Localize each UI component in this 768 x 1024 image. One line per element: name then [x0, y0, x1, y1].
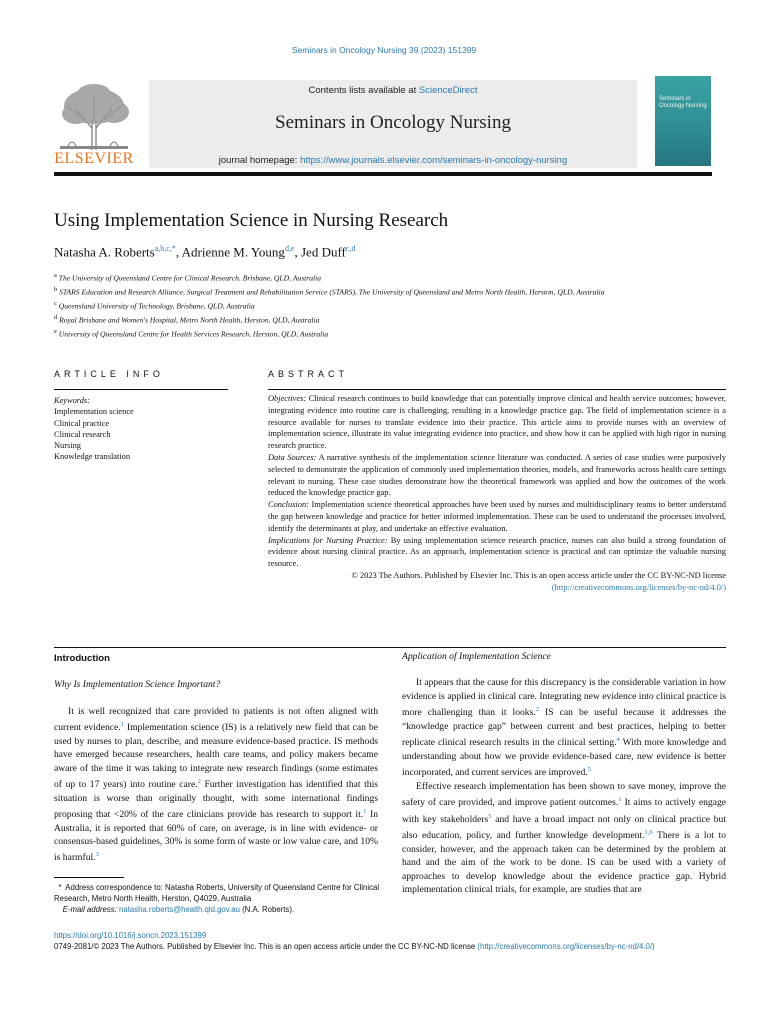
affiliation-text: University of Queensland Centre for Health Services Research, Herston, QLD, Australia: [58, 329, 329, 339]
footnote-rule: [54, 877, 124, 878]
email-link[interactable]: natasha.roberts@health.qld.gov.au: [119, 905, 240, 915]
affiliation: [54, 298, 674, 312]
affiliation: [54, 270, 674, 284]
cover-line1: Seminars in: [659, 96, 691, 102]
article-info-heading: ARTICLE INFO: [54, 369, 164, 379]
author-marks[interactable]: a,b,c,*: [154, 244, 176, 253]
keyword: Implementation science: [54, 407, 134, 417]
right-column: [402, 650, 726, 897]
author-list: Natasha A. Roberts$^{a,b,c,*}$, Adrienne M. Young$^{d,e}$, Jed Duff$^{c,d}$: [54, 244, 356, 260]
contents-prefix: Contents lists available at: [308, 85, 419, 96]
citation-ref[interactable]: 2: [535, 706, 539, 714]
abstract-objectives: [268, 393, 726, 452]
cover-line2: Oncology Nursing: [659, 103, 707, 109]
footnote-text: Address correspondence to: Natasha Roberts, University of Queensland Centre for Clinical Research, Metro North Health, Herston, Q4029, Australia: [54, 883, 380, 904]
masthead: [54, 76, 712, 170]
objectives-text: Clinical research continues to build knowledge that can potentially improve clinical and health service outcomes; however, integrating evidence into routine care is challenging, resulting in a knowledge practice gap. The field of implementation science is a resource available for nurses to translate evidence into their practice. This article aims to provide nurses with an overview of implementation science, illustrate its value integrating evidence into practice, and show how it can be applied with high rigor in nursing research practice.: [268, 394, 727, 451]
footer-license-link[interactable]: (http://creativecommons.org/licenses/by-nc-nd/4.0/): [477, 942, 655, 951]
citation-ref[interactable]: 1: [618, 796, 622, 804]
affiliation-text: Queensland University of Technology, Brisbane, QLD, Australia: [58, 301, 255, 311]
cover-text: [659, 96, 707, 110]
doi-link[interactable]: https://doi.org/10.1016/j.soncn.2023.151399: [54, 931, 207, 940]
conclusion-text: Implementation science theoretical approaches have been used by nurses and multidisciplinary teams to better understand the gap between knowledge and practice for better informed implementation. These can be used to understand the processes involved, identify the determinants at play, and undertake an effective evaluation.: [268, 500, 726, 533]
objectives-label: Objectives:: [268, 394, 307, 403]
abstract-bottom-rule: [54, 647, 726, 648]
affiliation-text: Royal Brisbane and Women's Hospital, Metro North Health, Herston, QLD, Australia: [59, 315, 320, 325]
why-heading: Why Is Implementation Science Important?: [54, 679, 221, 691]
keywords-label: Keywords:: [54, 396, 90, 405]
citation-ref[interactable]: 3: [95, 851, 99, 859]
journal-reference[interactable]: Seminars in Oncology Nursing 39 (2023) 151399: [291, 45, 477, 55]
affiliation-text: STARS Education and Research Alliance, Surgical Treatment and Rehabilitation Service (STARS), The University of Queensland and Metro North Health, Herston, QLD, Australia: [59, 287, 605, 297]
affiliation-mark: d: [54, 313, 58, 321]
elsevier-wordmark: ELSEVIER: [54, 150, 134, 167]
author-name: Jed Duff: [301, 244, 346, 260]
body-paragraph: Effective research implementation has been shown to save money, improve the safety of care provided, and improve patient outcomes.$^1$ It aims to actively engage with key stakeholders$^5$ and have a broad impact not only on clinical practice but also education, policy, and further knowledge development.$^{1,6}$ There is a lot to consider, however, and the approach taken can be determined by the problem at hand and the aim of the work to be done. IS can be used with a variety of approaches to develop knowledge about the evidence practice gap. Hybrid implementation clinical trials, for example, are studies that are: [402, 780, 727, 896]
email-suffix: (N.A. Roberts).: [239, 905, 295, 915]
citation-ref[interactable]: 1: [363, 808, 367, 816]
citation-ref[interactable]: 5: [587, 766, 591, 774]
homepage-link[interactable]: https://www.journals.elsevier.com/seminars-in-oncology-nursing: [300, 155, 568, 166]
abstract-copyright: [268, 570, 726, 594]
body-paragraph: It appears that the cause for this discrepancy is the considerable variation in how evidence is applied in clinical care. Integrating new evidence into clinical practice is more challenging than it looks.$^2$ IS can be useful because it addresses the “knowledge practice gap” between current and best practices, helping to better replicate clinical research results in the clinical setting.$^4$ With more knowledge and understanding about how we provide evidence-based care, new evidence is better incorporated, and current services are improved.$^5$: [402, 677, 726, 779]
keyword: Clinical practice: [54, 418, 110, 428]
body-paragraph: It is well recognized that care provided to patients is not often aligned with current evidence.$^1$ Implementation science (IS) is a relatively new field that can be used by nurses to plan, describe, and measure evidence-based practice. IS methods have emerged because researchers, health care teams, and policy makers became aware of the time it was taking to integrate new research findings (some estimates of up to 17 years) into routine care.$^2$ Further investigation has identified that this situation is worse than originally thought, with some international findings proposing that <20% of the care clinicians provide has research to support it.$^1$ In Australia, it is reported that 60% of care, on average, is in line with evidence- or consensus-based guidelines, 30% is some form of waste or low value care, and 10% is harmful.$^3$: [54, 705, 378, 864]
keyword: Knowledge translation: [54, 452, 131, 462]
affiliation-mark: a: [54, 272, 57, 279]
citation-ref[interactable]: 1: [120, 721, 124, 729]
citation-ref[interactable]: 4: [616, 736, 620, 744]
masthead-rule: [54, 172, 712, 176]
abstract-heading: ABSTRACT: [268, 369, 349, 379]
affiliation-mark: b: [54, 285, 58, 293]
homepage-line: [149, 155, 637, 166]
affiliations: [54, 270, 674, 340]
affiliation: [54, 326, 674, 340]
author-name: Natasha A. Roberts: [54, 244, 155, 260]
footnote-address: [54, 882, 384, 904]
implications-label: Implications for Nursing Practice:: [268, 535, 388, 545]
sciencedirect-link[interactable]: ScienceDirect: [418, 85, 478, 96]
copyright-text: © 2023 The Authors. Published by Elsevier Inc. This is an open access article under the CC BY-NC-ND license: [351, 570, 726, 580]
abstract-sources: [268, 452, 726, 499]
conclusion-label: Conclusion:: [268, 500, 309, 510]
abstract-conclusion: [268, 499, 726, 534]
affiliation: [54, 284, 674, 298]
footer-license: [54, 942, 724, 951]
footer-license-text: 0749-2081/© 2023 The Authors. Published by Elsevier Inc. This is an open access article under the CC BY-NC-ND license: [54, 942, 478, 951]
footnote-email: [54, 904, 384, 915]
keyword: Nursing: [54, 441, 81, 451]
article-title: Using Implementation Science in Nursing Research: [54, 210, 449, 231]
homepage-prefix: journal homepage:: [218, 155, 301, 166]
application-heading: Application of Implementation Science: [402, 651, 551, 662]
citation-ref[interactable]: 1,6: [644, 829, 653, 837]
implications-text: By using implementation science research practice, nurses can also build a strong foundation of evidence about nursing clinical practice. As an approach, implementation science is practical and can optimize the valuable nursing resource.: [268, 535, 727, 569]
sources-text: A narrative synthesis of the implementation science literature was conducted. A series of case studies were purposively selected to demonstrate the application of commonly used implementation theories, models, and frameworks across health care settings relevant to nursing. These case studies demonstrate how the theoretical framework was applied and how the outcomes of the work reduced the knowledge practice gap.: [268, 452, 726, 498]
contents-line: [149, 85, 637, 96]
author-marks[interactable]: d,e: [284, 244, 295, 253]
email-label: E-mail address:: [62, 905, 117, 915]
license-link[interactable]: (http://creativecommons.org/licenses/by-nc-nd/4.0/): [551, 582, 726, 592]
journal-title: Seminars in Oncology Nursing: [275, 112, 511, 133]
introduction-heading: Introduction: [54, 653, 110, 664]
sources-label: Data Sources:: [268, 452, 317, 462]
author-marks[interactable]: c,d: [345, 244, 356, 253]
left-column: [54, 650, 378, 865]
abstract-implications: [268, 535, 726, 570]
citation-ref[interactable]: 5: [488, 812, 492, 820]
affiliation-mark: c: [54, 299, 57, 307]
article-info-rule: [54, 389, 228, 390]
abstract-body: [268, 393, 726, 594]
footnote-mark: *: [58, 883, 62, 892]
affiliation-text: The University of Queensland Centre for Clinical Research, Brisbane, QLD, Australia: [58, 273, 322, 283]
affiliation-mark: e: [54, 327, 57, 335]
journal-banner: [149, 80, 637, 168]
keyword: Clinical research: [54, 429, 111, 439]
citation-ref[interactable]: 2: [197, 778, 201, 786]
author-name: Adrienne M. Young: [181, 244, 285, 260]
journal-cover: [655, 76, 711, 166]
keywords-block: [54, 395, 134, 463]
affiliation: [54, 312, 674, 326]
correspondence-footnote: [54, 882, 384, 916]
abstract-rule: [268, 389, 726, 390]
